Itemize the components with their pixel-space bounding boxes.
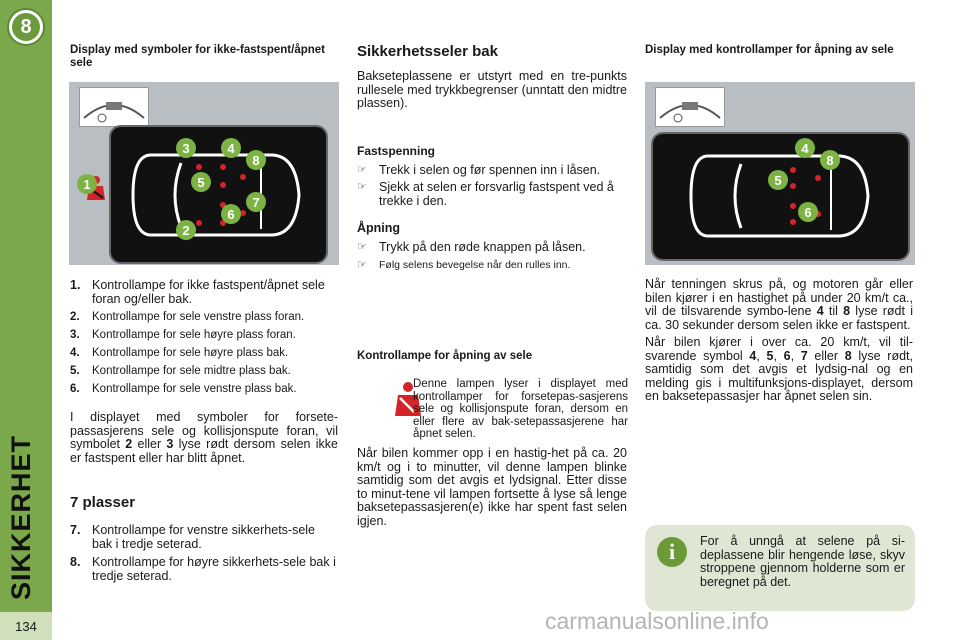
column-right [645,44,913,57]
passenger-paragraph: I displayet med symboler for forsete-passasjerens sele og kollisjonspute foran, vil symbolet 2 eller 3 lyse rødt dersom selen ikke er fastspent eller har blitt åpnet. [70,410,338,465]
lamp-section [357,350,627,363]
lamp-heading: Kontrollampe for åpning av sele [357,350,533,362]
svg-text:2: 2 [182,223,190,238]
svg-text:6: 6 [804,205,812,220]
list-item: 2. Kontrollampe for sele venstre plass foran. [70,311,305,323]
diagram-callouts [69,82,339,265]
lamp-description: Denne lampen lyser i displayet med kontrollamper for forsetepas-sasjerens sele og kollisjonspute foran, dersom en eller flere av bak-setepassasjerene har åpnet selen. [413,378,628,440]
svg-text:4: 4 [227,141,235,156]
svg-text:6: 6 [227,207,235,222]
svg-text:7: 7 [252,195,260,210]
list-item: 4. Kontrollampe for sele høyre plass bak. [70,347,289,359]
right-text-block [645,278,913,404]
svg-text:1: 1 [83,177,91,192]
fasten-heading: Fastspenning [357,143,436,158]
chapter-title: SIKKERHET [6,434,36,600]
diagram-callouts [645,82,915,265]
intro-text: Baksetеplassene er utstyrt med en tre-punkts rullesele med trykkbegrenser (unntatt den midtre plassen). [357,69,627,110]
list-item: 8. Kontrollampe for høyre sikkerhets-sele bak i tredje seterad. [70,555,336,583]
open-heading: Åpning [357,221,401,235]
lamp-paragraph-block [357,447,627,528]
list-item: ☞ Trekk i selen og før spennen inn i låsen. [357,162,601,177]
svg-text:3: 3 [182,141,190,156]
list-item: 7. Kontrollampe for venstre sikkerhets-sele bak i tredje seterad. [70,523,316,551]
svg-text:4: 4 [801,141,809,156]
list-item: ☞ Trykk på den røde knappen på låsen. [357,240,586,254]
list-item: ☞ Følg selens bevegelse når den rulles inn. [357,258,571,271]
svg-text:5: 5 [774,173,782,188]
display-heading-right: Display med kontrollamper for åpning av sele [645,44,894,56]
column-middle [357,43,627,276]
list-item: 5. Kontrollampe for sele midtre plass bak. [70,365,291,377]
list-item: 6. Kontrollampe for sele venstre plass bak. [70,383,297,395]
bullet-icon: ☞ [357,241,367,253]
svg-text:8: 8 [252,153,260,168]
list-item: 1. Kontrollampe for ikke fastspent/åpnet sele foran og/eller bak. [70,278,325,306]
info-note-box [645,525,915,611]
lamp-desc-block [413,378,628,441]
column-left [70,44,338,70]
svg-text:5: 5 [197,175,205,190]
lamp-paragraph: Når bilen kommer opp i en hastig-het på ca. 20 km/t og i to minutter, vil denne lampen blinke samtidig som det avgis et lydsignal. Etter disse to minut-tene vil lampen fortsette å lyse så lenge baksetepassasjeren(e) ikke har spent fast selen igjen. [357,446,627,528]
svg-text:8: 8 [826,153,834,168]
chapter-number-badge: 8 [9,10,43,44]
page-number: 134 [0,612,52,640]
list-item: ☞ Sjekk at selen er forsvarlig fastspent ved å trekke i den. [357,180,614,208]
info-note-text: For å unngå at selene på si-deplassene blir hengende løse, skyv stroppene gjennom holderne som er beregnet på det. [700,534,905,589]
section-title: Sikkerhetsseler bak [357,43,498,60]
lamp-list [70,278,338,400]
seven-seats-heading: 7 plasser [70,494,136,511]
seatbelt-display-diagram [69,82,339,265]
chapter-sidebar [0,0,52,640]
info-icon: i [657,537,687,567]
watermark: carmanualsonline.info [545,608,769,634]
bullet-icon: ☞ [357,258,367,271]
speed-paragraph: Når bilen kjører i over ca. 20 km/t, vil til-svarende symbol 4, 5, 6, 7 eller 8 lyse rødt, samtidig som det avgis et lydsig-nal og en melding gis i multifunksjons-displayet, dersom en baksetepassasjer har åpnet selen sin. [645,335,914,403]
list-item: 3. Kontrollampe for sele høyre plass foran. [70,329,296,341]
seven-seats-section [70,494,338,587]
rear-seatbelt-display-diagram [645,82,915,265]
bullet-icon: ☞ [357,163,367,176]
bullet-icon: ☞ [357,181,367,193]
ignition-paragraph: Når tenningen skrus på, og motoren går eller bilen kjører i en hastighet på under 20 km/t ca., vil de tilsvarende symbo-lene 4 til 8 lyse rødt i ca. 30 sekunder dersom selen ikke er fastspent. [645,277,913,332]
display-heading: Display med symboler for ikke-fastspent/åpnet sele [70,44,325,69]
